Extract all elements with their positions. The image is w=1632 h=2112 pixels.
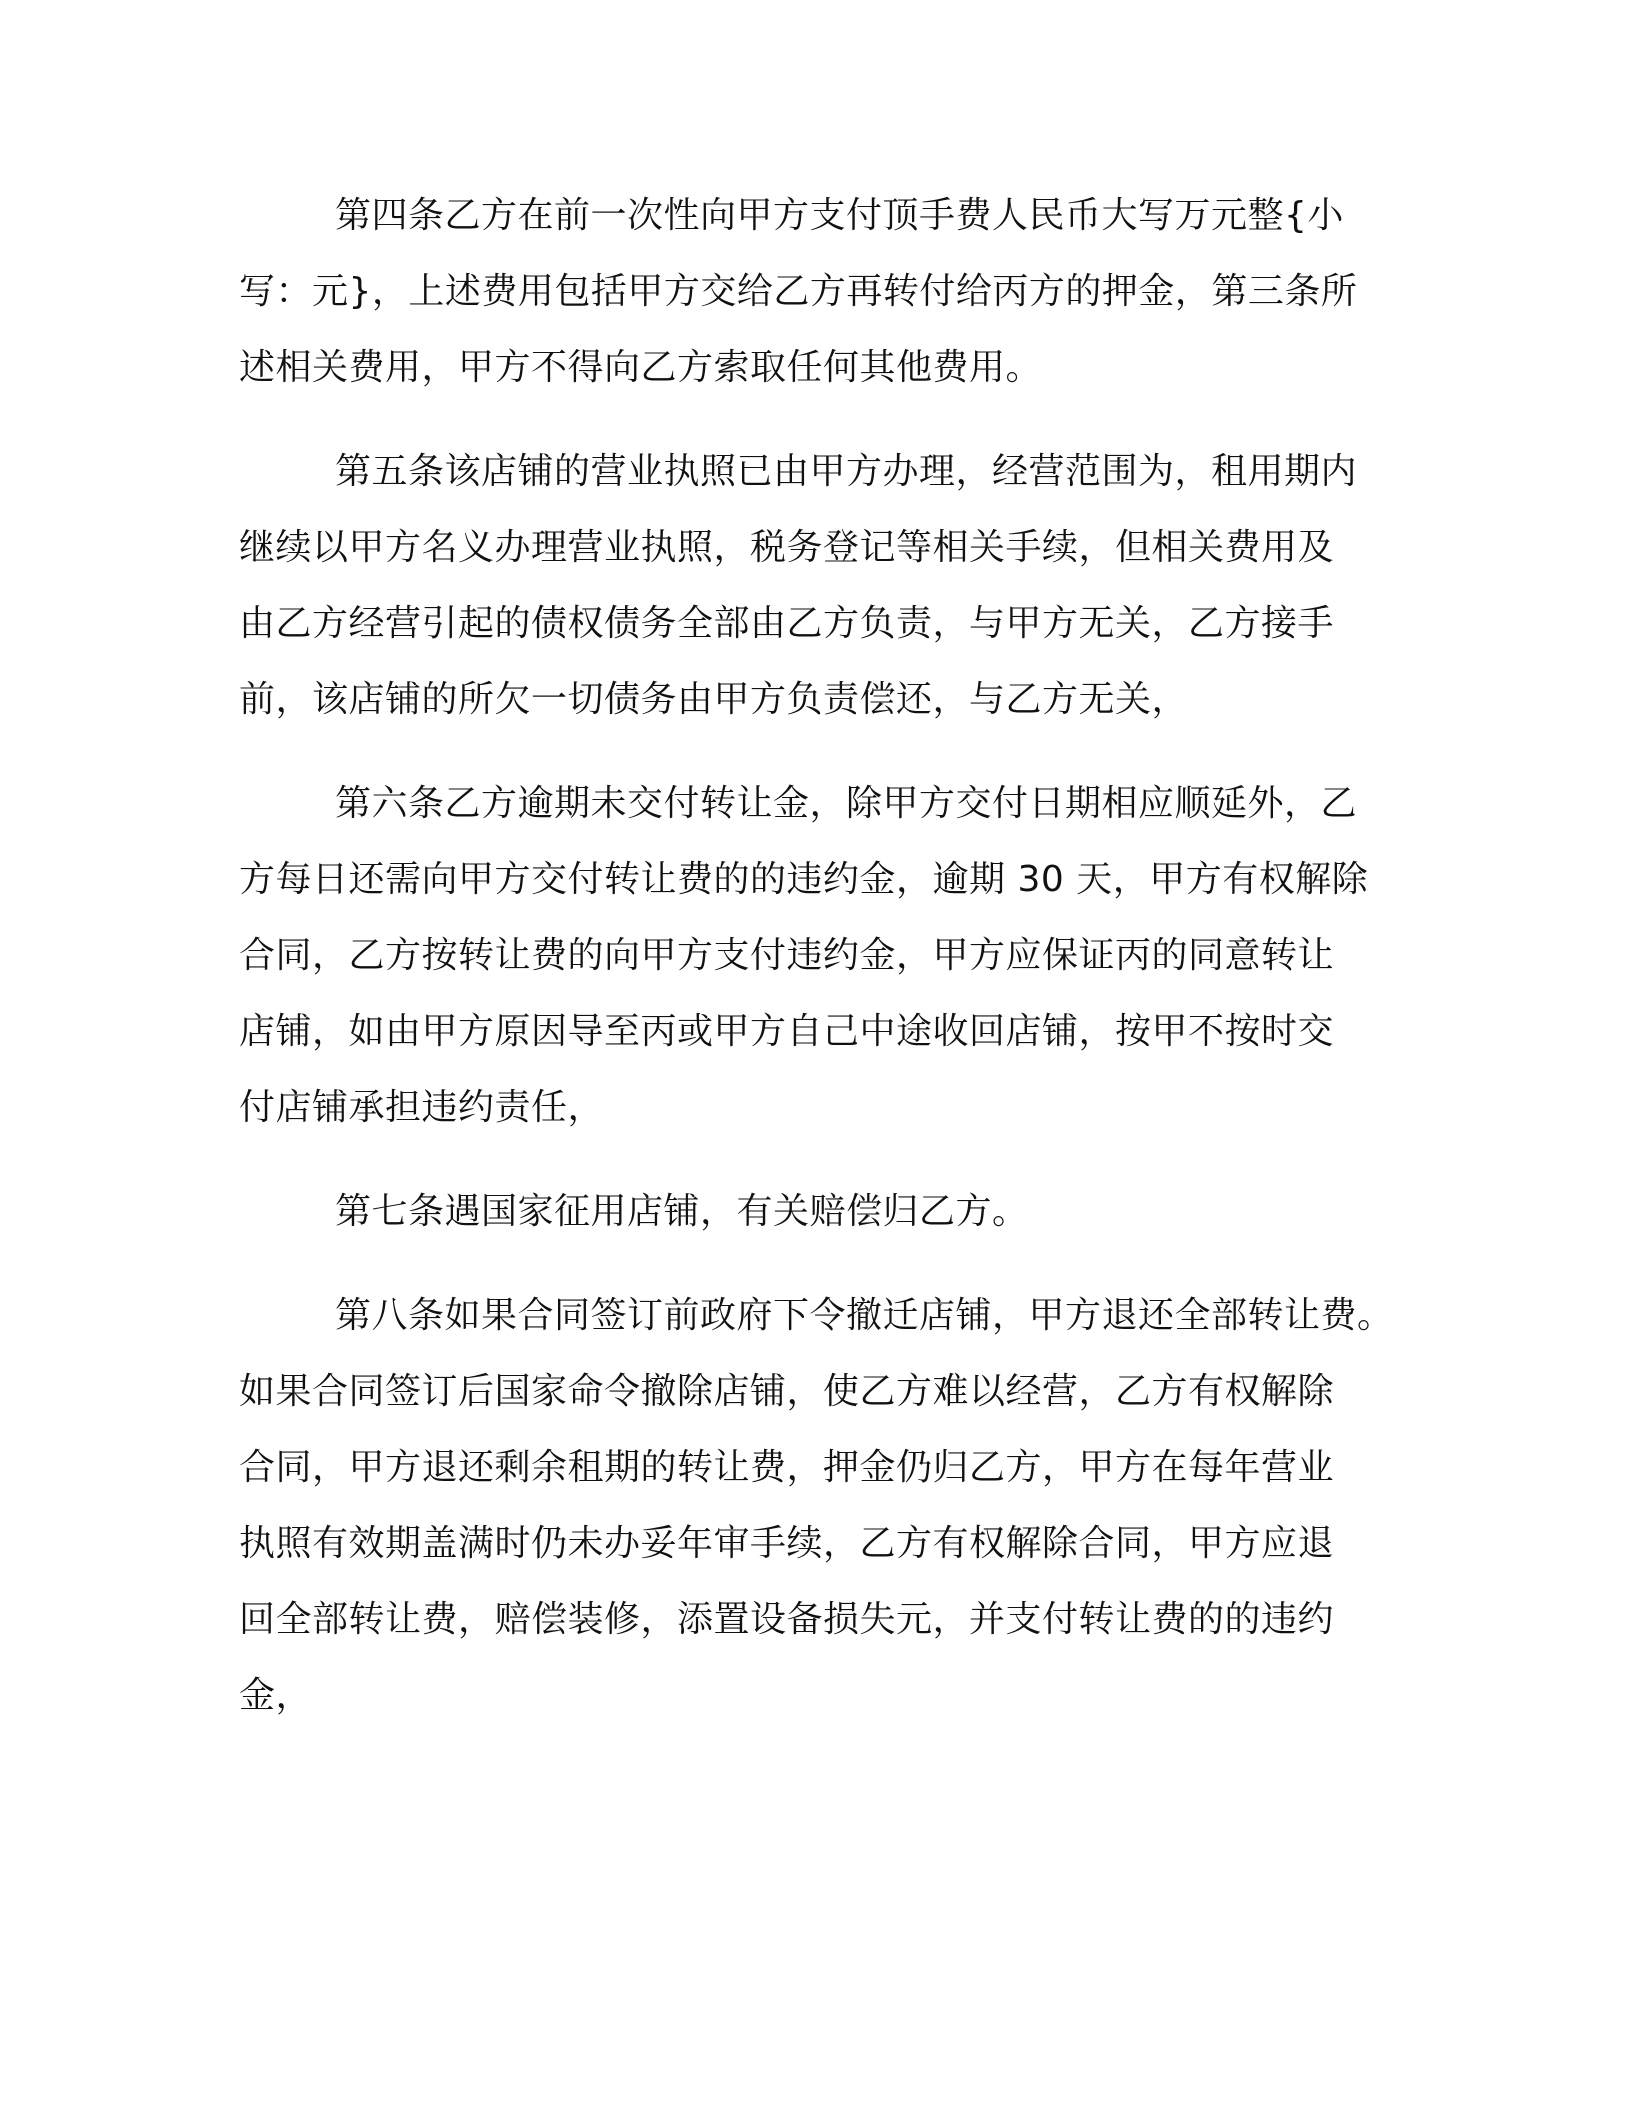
article-5-line-2: 继续以甲方名义办理营业执照，税务登记等相关手续，但相关费用及 [239, 527, 1335, 568]
article-6-line-1: 第六条乙方逾期未交付转让金，除甲方交付日期相应顺延外，乙 [335, 783, 1358, 824]
article-5-line-3: 由乙方经营引起的债权债务全部由乙方负责，与甲方无关，乙方接手 [239, 603, 1335, 644]
article-5-line-1: 第五条该店铺的营业执照已由甲方办理，经营范围为，租用期内 [335, 451, 1358, 492]
article-6-line-2: 方每日还需向甲方交付转让费的的违约金，逾期 30 天，甲方有权解除 [239, 859, 1369, 900]
article-8-line-1: 第八条如果合同签订前政府下令撤迁店铺，甲方退还全部转让费。 [335, 1295, 1394, 1336]
article-5-line-4: 前，该店铺的所欠一切债务由甲方负责偿还，与乙方无关， [239, 679, 1189, 720]
article-6-line-5: 付店铺承担违约责任， [239, 1087, 605, 1128]
article-8-line-3: 合同，甲方退还剩余租期的转让费，押金仍归乙方，甲方在每年营业 [239, 1447, 1335, 1488]
article-8-line-6: 金， [239, 1675, 313, 1716]
article-4-line-1: 第四条乙方在前一次性向甲方支付顶手费人民币大写万元整{小 [335, 195, 1344, 236]
article-6-line-4: 店铺，如由甲方原因导至丙或甲方自己中途收回店铺，按甲不按时交 [239, 1011, 1335, 1052]
article-4-line-2: 写：元}，上述费用包括甲方交给乙方再转付给丙方的押金，第三条所 [239, 271, 1358, 312]
article-4-line-3: 述相关费用，甲方不得向乙方索取任何其他费用。 [239, 347, 1043, 388]
article-6-line-3: 合同，乙方按转让费的向甲方支付违约金，甲方应保证丙的同意转让 [239, 935, 1335, 976]
article-8-line-2: 如果合同签订后国家命令撤除店铺，使乙方难以经营，乙方有权解除 [239, 1371, 1335, 1412]
article-8-line-4: 执照有效期盖满时仍未办妥年审手续，乙方有权解除合同，甲方应退 [239, 1523, 1335, 1564]
article-7-line-1: 第七条遇国家征用店铺，有关赔偿归乙方。 [335, 1191, 1029, 1232]
article-8-line-5: 回全部转让费，赔偿装修，添置设备损失元，并支付转让费的的违约 [239, 1599, 1335, 1640]
